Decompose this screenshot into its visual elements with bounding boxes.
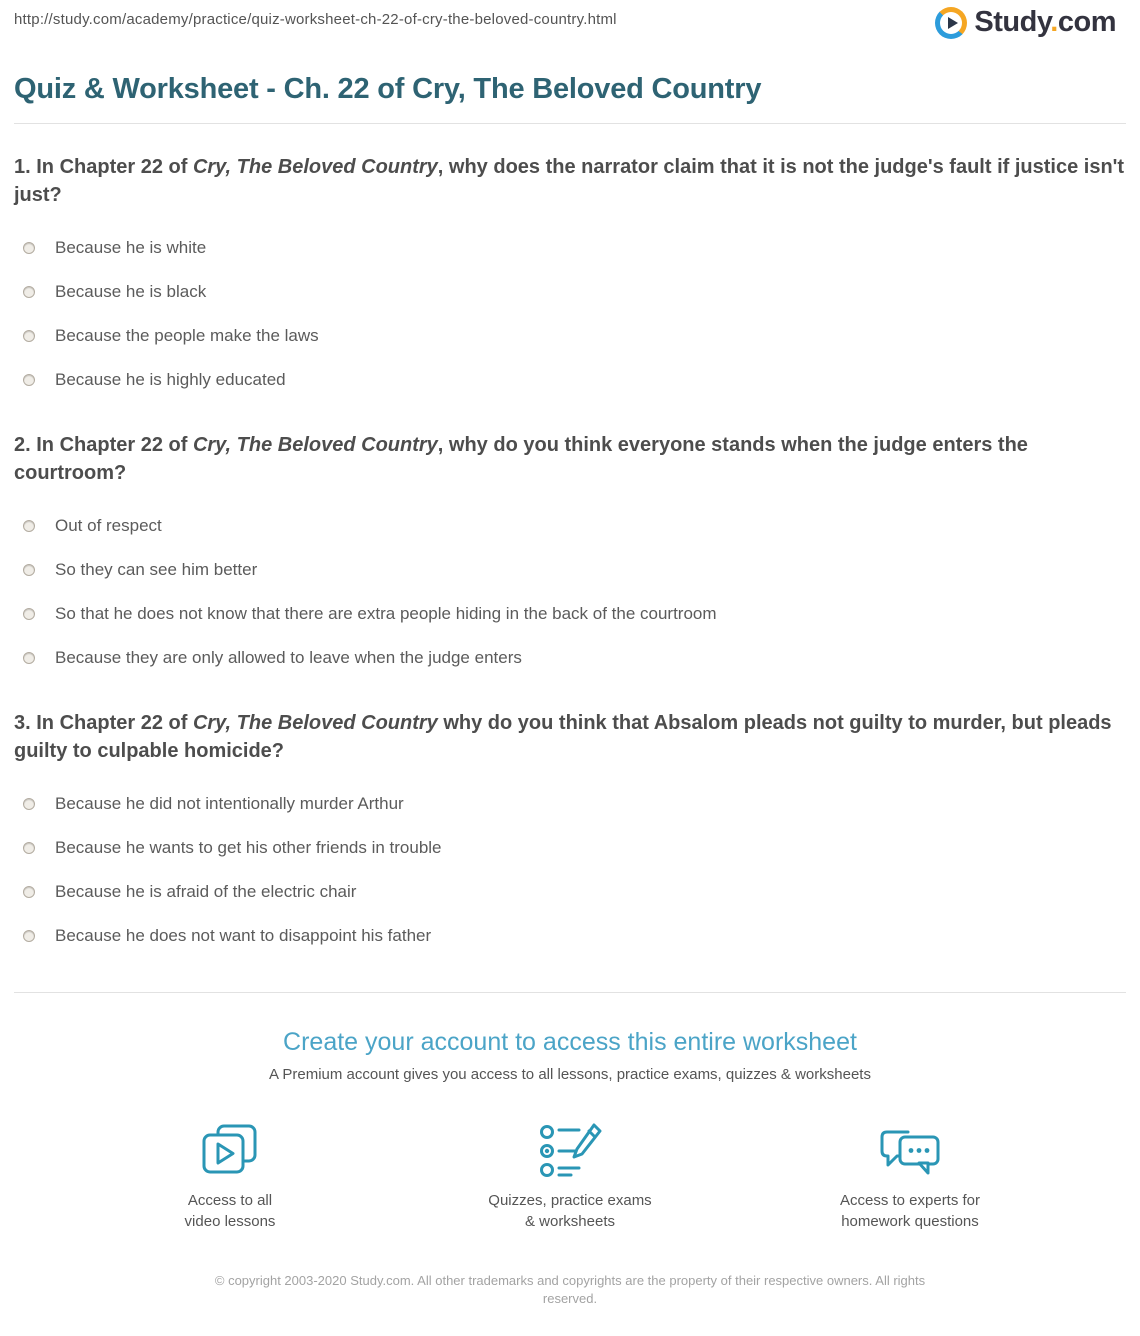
option-label: Because he wants to get his other friends in trouble	[55, 838, 442, 857]
option-label: Out of respect	[55, 516, 162, 535]
radio-button[interactable]	[23, 374, 35, 386]
question-2-options	[14, 504, 1126, 680]
option-label: Because they are only allowed to leave when the judge enters	[55, 648, 522, 667]
answer-option[interactable]	[14, 914, 1126, 958]
option-label: So they can see him better	[55, 560, 258, 579]
option-label: Because the people make the laws	[55, 326, 319, 345]
radio-button[interactable]	[23, 564, 35, 576]
option-label: Because he is afraid of the electric chair	[55, 882, 357, 901]
radio-button[interactable]	[23, 930, 35, 942]
book-title: Cry, The Beloved Country	[192, 712, 438, 734]
radio-button[interactable]	[23, 608, 35, 620]
cta-subheading: A Premium account gives you access to all lessons, practice exams, quizzes & worksheets	[269, 1066, 871, 1083]
radio-button[interactable]	[23, 798, 35, 810]
answer-option[interactable]	[14, 782, 1126, 826]
question-3	[14, 709, 1126, 958]
page-title: Quiz & Worksheet - Ch. 22 of Cry, The Beloved Country	[14, 73, 762, 105]
answer-option[interactable]	[14, 870, 1126, 914]
logo-wordmark: Study.com	[974, 6, 1116, 38]
book-title: Cry, The Beloved Country	[192, 156, 438, 178]
question-1-text: 1. In Chapter 22 of Cry, The Beloved Country, why does the narrator claim that it is not the judge's fault if justice isn't just?	[14, 156, 1125, 206]
feature-quizzes-worksheets	[455, 1122, 685, 1232]
page-url: http://study.com/academy/practice/quiz-worksheet-ch-22-of-cry-the-beloved-country.html	[14, 11, 617, 28]
feature-label: Quizzes, practice exams & worksheets	[488, 1192, 652, 1230]
question-1-options	[14, 226, 1126, 402]
answer-option[interactable]	[14, 226, 1126, 270]
radio-button[interactable]	[23, 286, 35, 298]
cta-heading[interactable]: Create your account to access this entire worksheet	[283, 1028, 857, 1056]
option-label: Because he is black	[55, 282, 207, 301]
quizzes-worksheets-icon	[455, 1122, 685, 1180]
radio-button[interactable]	[23, 242, 35, 254]
option-label: Because he is highly educated	[55, 370, 286, 389]
page-header	[14, 0, 1126, 52]
question-3-options	[14, 782, 1126, 958]
answer-option[interactable]	[14, 270, 1126, 314]
question-2-text: 2. In Chapter 22 of Cry, The Beloved Country, why do you think everyone stands when the judge enters the courtroom?	[14, 434, 1028, 484]
cta-section	[14, 1028, 1126, 1232]
cta-divider	[14, 992, 1126, 993]
option-label: Because he does not want to disappoint his father	[55, 926, 432, 945]
experts-chat-icon	[795, 1122, 1025, 1180]
feature-label: Access to experts for homework questions	[839, 1192, 981, 1230]
answer-option[interactable]	[14, 504, 1126, 548]
feature-video-lessons	[115, 1122, 345, 1232]
radio-button[interactable]	[23, 330, 35, 342]
radio-button[interactable]	[23, 886, 35, 898]
studycom-logo[interactable]	[935, 6, 1116, 39]
question-1	[14, 153, 1126, 402]
feature-label: Access to all video lessons	[184, 1192, 276, 1230]
feature-list	[14, 1122, 1126, 1232]
question-2	[14, 431, 1126, 680]
answer-option[interactable]	[14, 314, 1126, 358]
book-title: Cry, The Beloved Country	[192, 434, 438, 456]
radio-button[interactable]	[23, 842, 35, 854]
play-circle-icon	[935, 7, 967, 39]
question-3-text: 3. In Chapter 22 of Cry, The Beloved Country why do you think that Absalom pleads not guilty to murder, but pleads guilty to culpable homicide?	[14, 712, 1112, 762]
option-label: So that he does not know that there are extra people hiding in the back of the courtroom	[55, 604, 717, 623]
title-divider	[14, 123, 1126, 124]
answer-option[interactable]	[14, 592, 1126, 636]
answer-option[interactable]	[14, 548, 1126, 592]
answer-option[interactable]	[14, 826, 1126, 870]
radio-button[interactable]	[23, 652, 35, 664]
option-label: Because he did not intentionally murder Arthur	[55, 794, 404, 813]
answer-option[interactable]	[14, 636, 1126, 680]
radio-button[interactable]	[23, 520, 35, 532]
video-lessons-icon	[115, 1122, 345, 1180]
copyright-notice: © copyright 2003-2020 Study.com. All other trademarks and copyrights are the property of their respective owners. All rights reserved.	[214, 1273, 926, 1306]
feature-homework-experts	[795, 1122, 1025, 1232]
option-label: Because he is white	[55, 238, 207, 257]
answer-option[interactable]	[14, 358, 1126, 402]
